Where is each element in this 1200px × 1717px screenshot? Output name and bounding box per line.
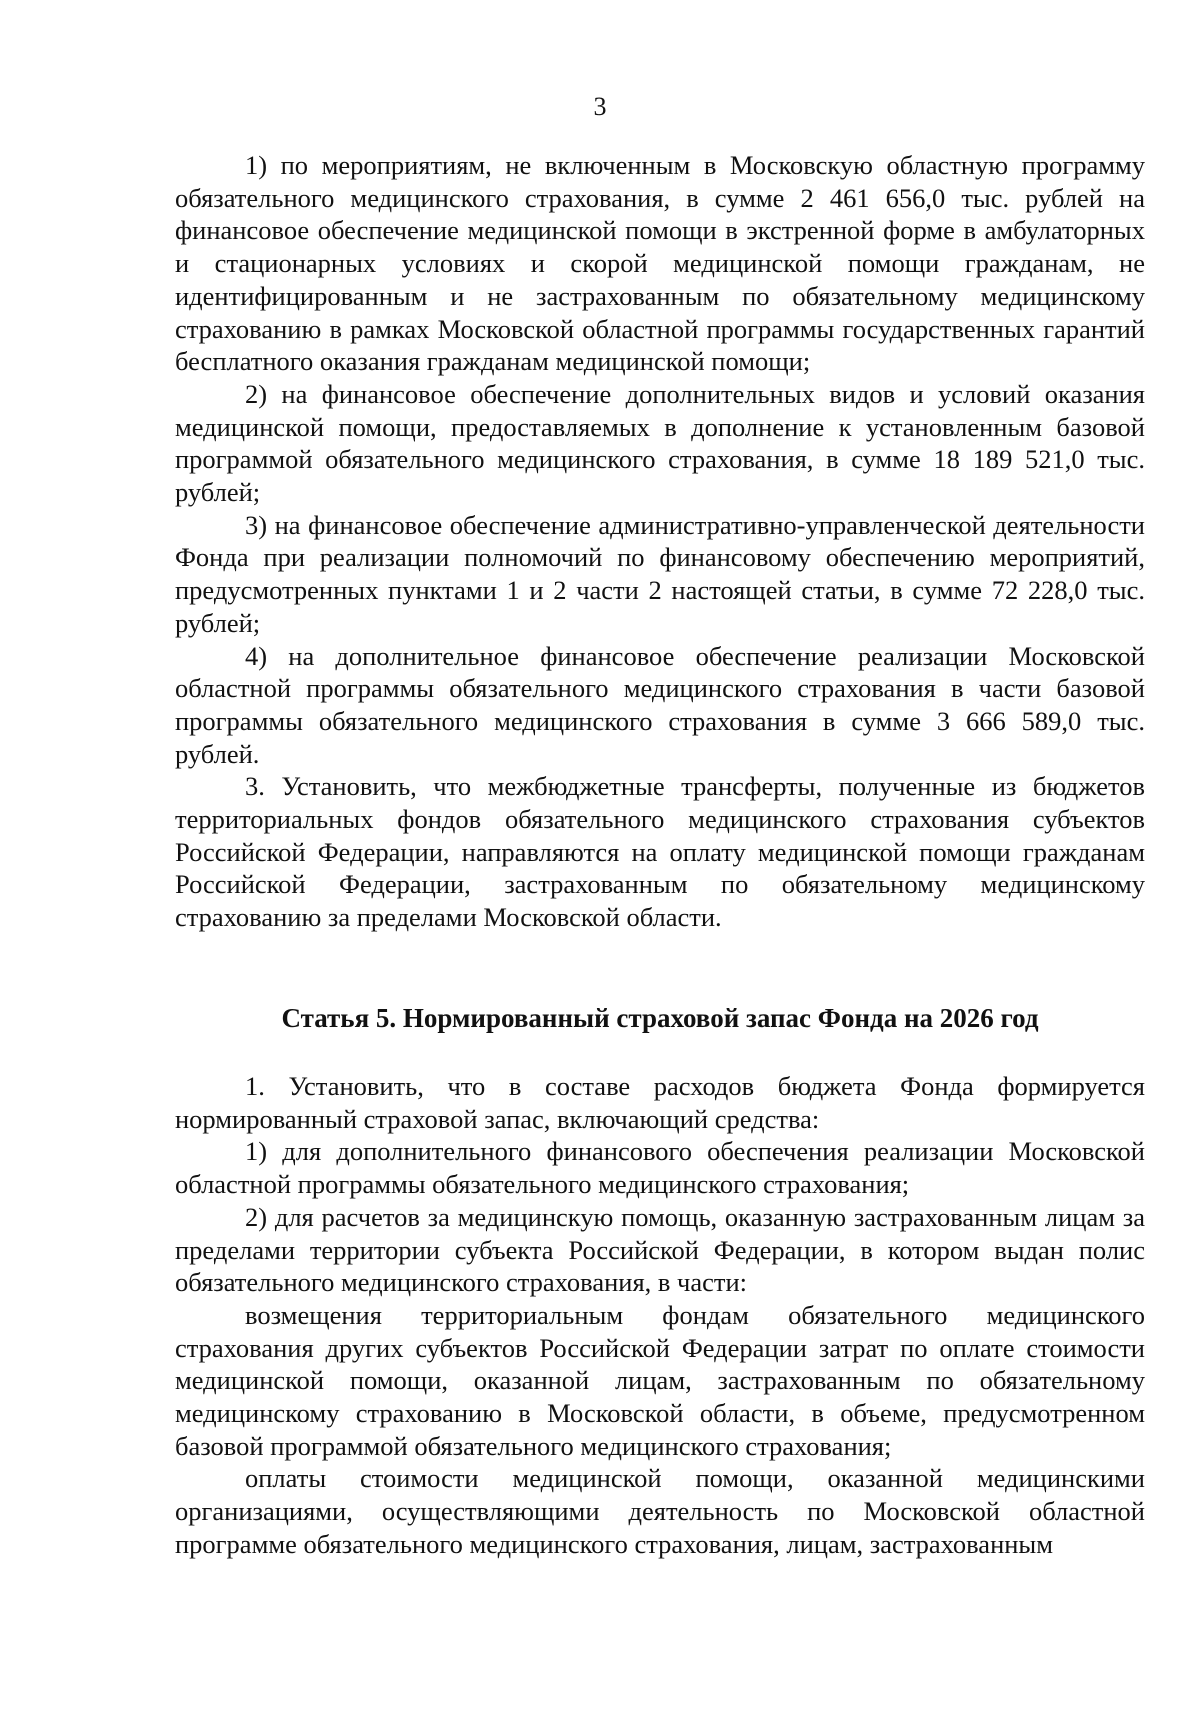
article-4-continuation [175, 149, 1145, 934]
paragraph-item-1: 1) по мероприятиям, не включенным в Московскую областную программу обязательного медицинского страхования, в сумме 2 461 656,0 тыс. рублей на финансовое обеспечение медицинской помощи в экстренной форме в амбулаторных и стационарных условиях и скорой медицинской помощи гражданам, не идентифицированным и не застрахованным по обязательному медицинскому страхованию в рамках Московской областной программы государственных гарантий бесплатного оказания гражданам медицинской помощи; [175, 150, 1145, 377]
paragraph-subitem-2: 2) для расчетов за медицинскую помощь, оказанную застрахованным лицам за пределами территории субъекта Российской Федерации, в котором выдан полис обязательного медицинского страхования, в части: [175, 1201, 1145, 1298]
article-5-body [175, 1070, 1145, 1561]
paragraph-reimbursement: возмещения территориальным фондам обязательного медицинского страхования других субъектов Российской Федерации затрат по оплате стоимости медицинской помощи, оказанной лицам, застрахованным по обязательному медицинскому страхованию в Московской области, в объеме, предусмотренном базовой программой обязательного медицинского страхования; [175, 1299, 1145, 1461]
paragraph-item-3: 3) на финансовое обеспечение административно-управленческой деятельности Фонда при реализации полномочий по финансовому обеспечению мероприятий, предусмотренных пунктами 1 и 2 части 2 настоящей статьи, в сумме 72 228,0 тыс. рублей; [175, 509, 1145, 638]
paragraph-item-4: 4) на дополнительное финансовое обеспечение реализации Московской областной программы обязательного медицинского страхования в части базовой программы обязательного медицинского страхования в сумме 3 666 589,0 тыс. рублей. [175, 640, 1145, 769]
page-number: 3 [593, 92, 607, 121]
paragraph-part-1: 1. Установить, что в составе расходов бюджета Фонда формируется нормированный страховой запас, включающий средства: [175, 1071, 1145, 1134]
paragraph-subitem-1: 1) для дополнительного финансового обеспечения реализации Московской областной программы обязательного медицинского страхования; [175, 1136, 1145, 1200]
paragraph-payment: оплаты стоимости медицинской помощи, оказанной медицинскими организациями, осуществляющими деятельность по Московской областной программе обязательного медицинского страхования, лицам, застрахованным [175, 1463, 1145, 1559]
article-heading: Статья 5. Нормированный страховой запас Фонда на 2026 год [281, 1003, 1039, 1033]
paragraph-item-2: 2) на финансовое обеспечение дополнительных видов и условий оказания медицинской помощи, предоставляемых в дополнение к установленным базовой программой обязательного медицинского страхования, в сумме 18 189 521,0 тыс. рублей; [175, 378, 1145, 508]
paragraph-part-3: 3. Установить, что межбюджетные трансферты, полученные из бюджетов территориальных фондов обязательного медицинского страхования субъектов Российской Федерации, направляются на оплату медицинской помощи гражданам Российской Федерации, застрахованным по обязательному медицинскому страхованию за пределами Московской области. [175, 771, 1145, 933]
